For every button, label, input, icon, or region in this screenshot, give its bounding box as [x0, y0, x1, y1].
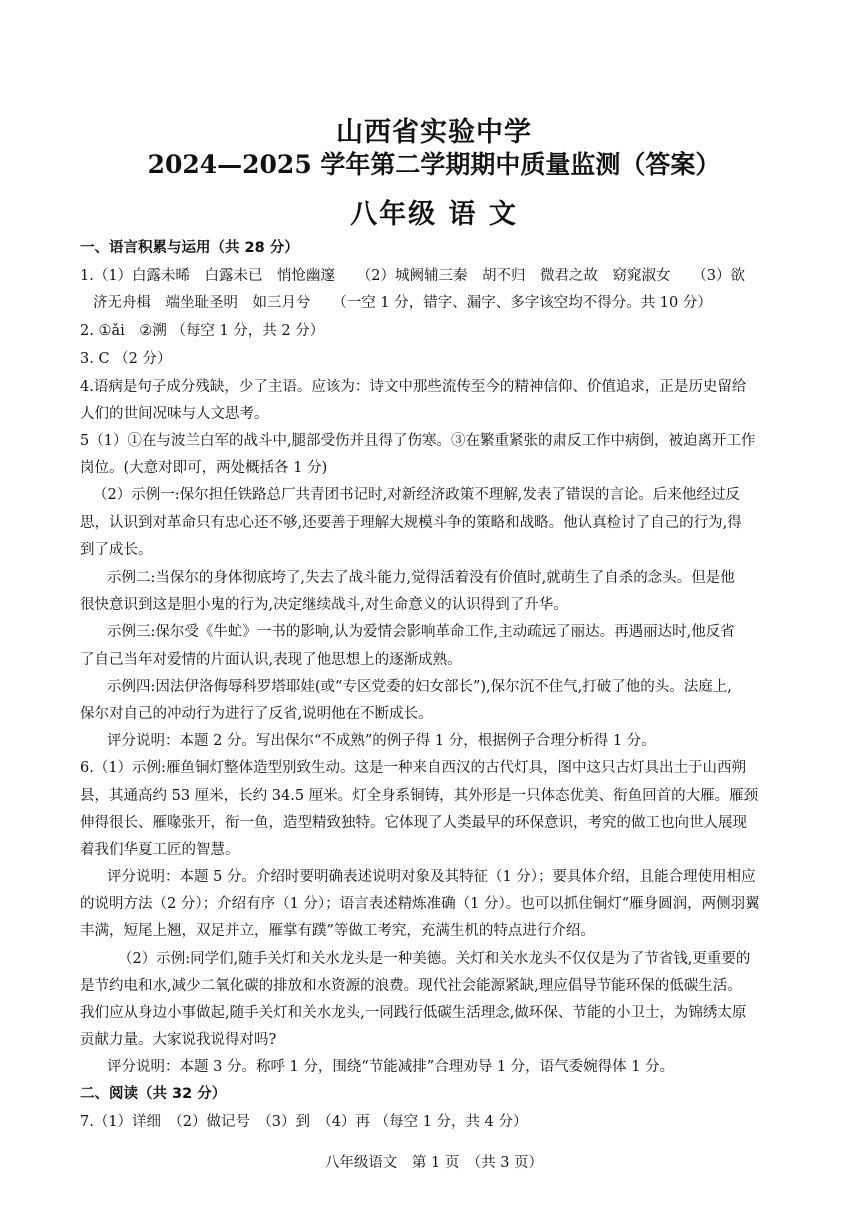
exam-title: 2024—2025 学年第二学期期中质量监测（答案） [147, 150, 721, 179]
answer-line: 着我们华夏工匠的智慧。 [80, 842, 240, 858]
answer-line: 保尔对自己的冲动行为进行了反省,说明他在不断成长。 [80, 706, 433, 722]
answer-line: 1.（1）白露未晞 白露未已 悄怆幽邃 （2）城阙辅三秦 胡不归 微君之故 窈窕淑女 （3）欲 [80, 268, 746, 284]
answer-line: 我们应从身边小事做起,随手关灯和关水龙头,一同践行低碳生活理念,做环保、节能的小卫士，为锦绣太原 [80, 1005, 747, 1021]
section-heading-reading: 二、阅读（共 32 分） [80, 1086, 227, 1102]
scoring-note: 评分说明：本题 2 分。写出保尔“不成熟”的例子得 1 分，根据例子合理分析得 1 分。 [107, 733, 656, 749]
answer-line: 3. C （2 分） [80, 351, 172, 367]
answer-line: 济无舟楫 端坐耻圣明 如三月兮 （一空 1 分，错字、漏字、多字该空均不得分。共 10 分） [93, 295, 712, 311]
scoring-note: 评分说明：本题 5 分。介绍时要明确表述说明对象及其特征（1 分）；要具体介绍，且能合理使用相应 [107, 869, 756, 885]
answer-line: 了自己当年对爱情的片面认识,表现了他思想上的逐渐成熟。 [80, 652, 462, 668]
answer-line: 思，认识到对革命只有忠心还不够,还要善于理解大规模斗争的策略和战略。他认真检讨了自己的行为,得 [80, 515, 742, 531]
answer-line: 贡献力量。大家说我说得对吗? [80, 1032, 277, 1048]
answer-line: 县，其通高约 53 厘米，长约 34.5 厘米。灯全身系铜铸，其外形是一只体态优美、衔鱼回首的大雁。雁颈 [80, 788, 759, 804]
answer-line: 人们的世间况味与人文思考。 [80, 406, 269, 422]
answer-line: 示例三:保尔受《牛虻》一书的影响,认为爱情会影响革命工作,主动疏远了丽达。再遇丽达时,他反省 [107, 624, 735, 640]
answer-line: 示例四:因法伊洛侮辱科罗塔耶娃(或“专区党委的妇女部长”),保尔沉不住气,打破了他的头。法庭上, [107, 679, 732, 695]
answer-line: （2）示例一:保尔担任铁路总厂共青团书记时,对新经济政策不理解,发表了错误的言论。后来他经过反 [93, 487, 740, 503]
answer-line: 的说明方法（2 分）；介绍有序（1 分）；语言表述精炼准确（1 分）。也可以抓住铜灯“雁身圆润，两侧羽翼 [80, 896, 760, 912]
subject-title: 八年级 语 文 [350, 199, 518, 230]
school-title: 山西省实验中学 [336, 117, 532, 148]
answer-line: （2）示例:同学们,随手关灯和关水龙头是一种美德。关灯和关水龙头不仅仅是为了节省钱,更重要的 [118, 951, 751, 967]
page-footer: 八年级语文 第 1 页 （共 3 页） [324, 1155, 544, 1171]
answer-line: 6.（1）示例:雁鱼铜灯整体造型别致生动。这是一种来自西汉的古代灯具，图中这只古灯具出土于山西朔 [80, 760, 746, 776]
answer-line: 5（1）①在与波兰白军的战斗中,腿部受伤并且得了伤寒。③在繁重紧张的肃反工作中病倒，被迫离开工作 [80, 433, 756, 449]
answer-line: 示例二:当保尔的身体彻底垮了,失去了战斗能力,觉得活着没有价值时,就萌生了自杀的念头。但是他 [107, 570, 735, 586]
scoring-note: 评分说明：本题 3 分。称呼 1 分，围绕“节能减排”合理劝导 1 分，语气委婉得体 1 分。 [107, 1059, 675, 1075]
answer-line: 2. ①ǎi ②溯 （每空 1 分，共 2 分） [80, 323, 325, 339]
answer-line: 丰满，短尾上翘，双足并立，雁掌有蹼”等做工考究，充满生机的特点进行介绍。 [80, 923, 595, 939]
answer-line: 到了成长。 [80, 542, 153, 558]
section-heading-language: 一、语言积累与运用（共 28 分） [80, 240, 299, 256]
answer-line: 4.语病是句子成分残缺，少了主语。应该为：诗文中那些流传至今的精神信仰、价值追求，正是历史留给 [80, 379, 747, 395]
answer-line: 岗位。(大意对即可，两处概括各 1 分) [80, 460, 328, 476]
answer-line: 7.（1）详细 （2）做记号 （3）到 （4）再 （每空 1 分，共 4 分） [80, 1114, 528, 1130]
answer-line: 伸得很长、雁喙张开，衔一鱼，造型精致独特。它体现了人类最早的环保意识，考究的做工也向世人展现 [80, 815, 747, 831]
answer-line: 是节约电和水,减少二氧化碳的排放和水资源的浪费。现代社会能源紧缺,理应倡导节能环保的低碳生活。 [80, 978, 742, 994]
answer-line: 很快意识到这是胆小鬼的行为,决定继续战斗,对生命意义的认识得到了升华。 [80, 597, 568, 613]
